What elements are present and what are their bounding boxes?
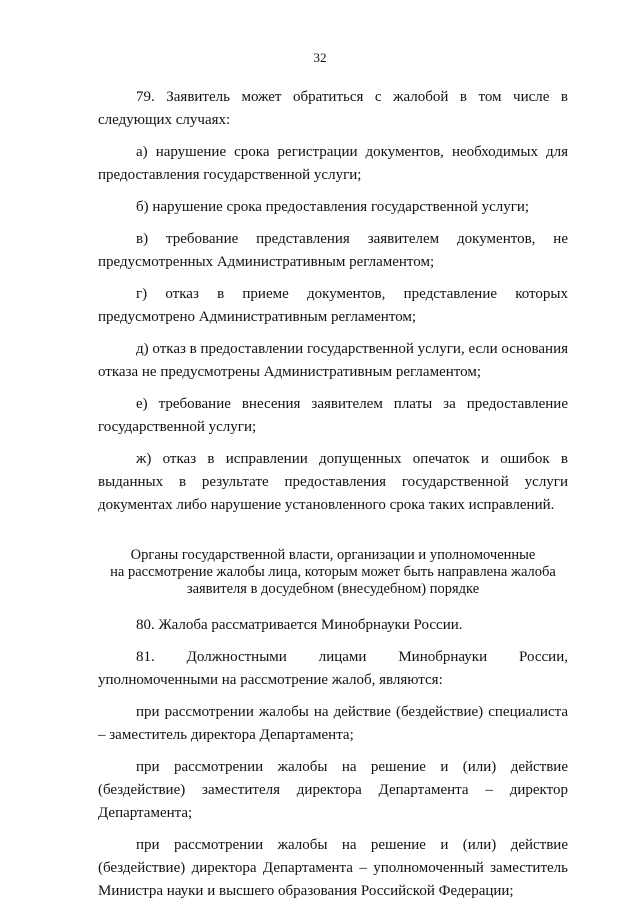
section-heading-line-2: на рассмотрение жалобы лица, которым может быть направлена жалоба: [110, 564, 556, 580]
official-deputy-director-case: при рассмотрении жалобы на решение и (или) действие (бездействие) заместителя директора Департамента – директор Департамента;: [98, 759, 568, 821]
list-item-g: г) отказ в приеме документов, представление которых предусмотрено Административным регламентом;: [98, 286, 568, 325]
section-heading-line-1: Органы государственной власти, организации и уполномоченные: [130, 547, 536, 563]
paragraph-80: 80. Жалоба рассматривается Минобрнауки России.: [136, 617, 463, 633]
page-number: 32: [313, 50, 327, 65]
official-specialist-case: при рассмотрении жалобы на действие (бездействие) специалиста – заместитель директора Департамента;: [98, 704, 568, 743]
list-item-v: в) требование представления заявителем документов, не предусмотренных Административным регламентом;: [98, 231, 568, 270]
list-item-zh: ж) отказ в исправлении допущенных опечаток и ошибок в выданных в результате предоставления государственной услуги документах либо нарушение установленного срока таких исправлений.: [98, 451, 568, 513]
list-item-d: д) отказ в предоставлении государственной услуги, если основания отказа не предусмотрены Административным регламентом;: [98, 341, 568, 380]
official-director-case: при рассмотрении жалобы на решение и (или) действие (бездействие) директора Департамента – уполномоченный заместитель Министра науки и высшего образования Российской Федерации;: [98, 837, 568, 899]
paragraph-79: 79. Заявитель может обратиться с жалобой в том числе в следующих случаях:: [98, 89, 568, 128]
list-item-a: а) нарушение срока регистрации документов, необходимых для предоставления государственной услуги;: [98, 144, 568, 183]
section-heading: [98, 547, 568, 598]
document-body: [98, 86, 568, 912]
list-item-b: б) нарушение срока предоставления государственной услуги;: [136, 199, 530, 215]
list-item-e: е) требование внесения заявителем платы за предоставление государственной услуги;: [98, 396, 568, 435]
section-heading-line-3: заявителя в досудебном (внесудебном) порядке: [186, 581, 480, 597]
paragraph-81: 81. Должностными лицами Минобрнауки России, уполномоченными на рассмотрение жалоб, являются:: [98, 649, 568, 688]
